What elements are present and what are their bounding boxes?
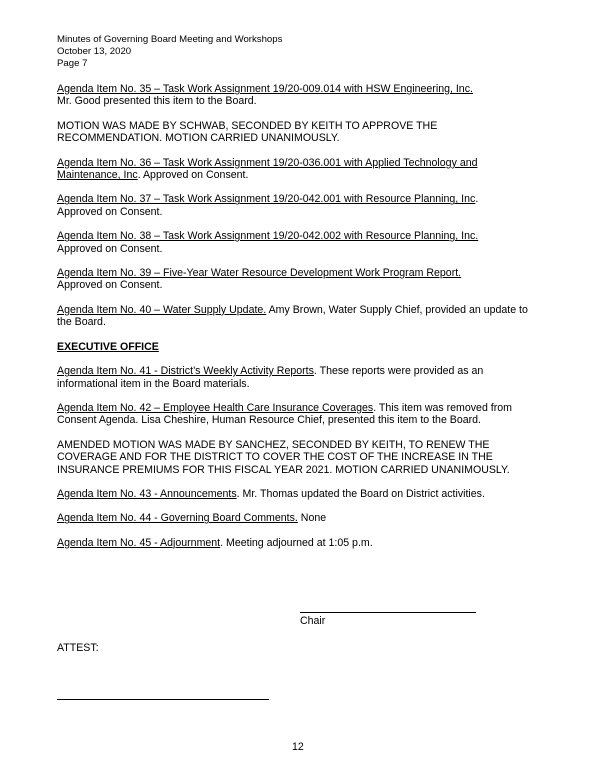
attest-label: ATTEST: — [57, 642, 99, 654]
agenda-item-35 — [57, 83, 537, 108]
agenda-item-41 — [57, 365, 537, 390]
agenda-item-36 — [57, 157, 537, 182]
agenda-item-44-title: Agenda Item No. 44 - Governing Board Comments. — [57, 512, 298, 525]
agenda-item-36-text: . Approved on Consent. — [137, 169, 249, 182]
agenda-item-37-text: Approved on Consent. — [57, 205, 163, 218]
agenda-item-45-title: Agenda Item No. 45 - Adjournment — [57, 536, 221, 549]
agenda-item-45 — [57, 537, 537, 549]
agenda-item-40-title: Agenda Item No. 40 – Water Supply Update. — [57, 303, 267, 316]
agenda-item-40-text: Amy Brown, Water Supply Chief, provided an update to the Board. — [57, 303, 528, 329]
agenda-item-39-text: Approved on Consent. — [57, 279, 163, 292]
agenda-item-35-text: Mr. Good presented this item to the Board. — [57, 95, 257, 108]
attest-signature-line — [57, 699, 269, 700]
section-heading-executive-office: EXECUTIVE OFFICE — [57, 340, 159, 353]
agenda-item-42-title: Agenda Item No. 42 – Employee Health Care Insurance Coverages — [57, 401, 374, 414]
agenda-item-37-period: . — [475, 193, 479, 206]
header-date: October 13, 2020 — [57, 46, 132, 57]
header-page: Page 7 — [57, 58, 88, 69]
agenda-item-44-text: None — [297, 512, 327, 525]
agenda-item-37-title: Agenda Item No. 37 – Task Work Assignment 19/20-042.001 with Resource Planning, Inc — [57, 193, 476, 206]
agenda-item-41-title: Agenda Item No. 41 - District’s Weekly Activity Reports — [57, 365, 314, 378]
agenda-item-37 — [57, 193, 537, 218]
agenda-item-43 — [57, 488, 537, 500]
page-number: 12 — [292, 741, 304, 753]
agenda-item-42-text: . This item was removed from Consent Agenda. Lisa Cheshire, Human Resource Chief, presented this item to the Board. — [57, 401, 512, 427]
agenda-item-39 — [57, 267, 537, 292]
agenda-item-36-title: Agenda Item No. 36 – Task Work Assignment 19/20-036.001 with Applied Technology and Maintenance, Inc — [57, 156, 478, 182]
agenda-item-42 — [57, 402, 537, 427]
agenda-item-43-text: . Mr. Thomas updated the Board on District activities. — [236, 487, 485, 500]
motion-35: MOTION WAS MADE BY SCHWAB, SECONDED BY KEITH TO APPROVE THE RECOMMENDATION. MOTION CARRIED UNANIMOUSLY. — [57, 119, 438, 145]
agenda-item-38 — [57, 230, 537, 255]
agenda-item-39-title: Agenda Item No. 39 – Five-Year Water Resource Development Work Program Report. — [57, 267, 462, 280]
chair-label: Chair — [300, 615, 326, 627]
header-title: Minutes of Governing Board Meeting and Workshops — [57, 34, 283, 45]
agenda-item-43-title: Agenda Item No. 43 - Announcements — [57, 487, 237, 500]
chair-signature-line — [300, 612, 476, 613]
agenda-item-44 — [57, 512, 537, 524]
agenda-item-38-title: Agenda Item No. 38 – Task Work Assignment 19/20-042.002 with Resource Planning, Inc. — [57, 230, 479, 243]
agenda-item-41-text: . These reports were provided as an informational item in the Board materials. — [57, 365, 484, 390]
document-header — [57, 34, 537, 70]
agenda-item-40 — [57, 304, 537, 329]
agenda-item-45-text: . Meeting adjourned at 1:05 p.m. — [220, 536, 373, 549]
agenda-item-38-text: Approved on Consent. — [57, 242, 163, 255]
agenda-item-35-title: Agenda Item No. 35 – Task Work Assignment 19/20-009.014 with HSW Engineering, Inc. — [57, 83, 473, 95]
minutes-page — [57, 34, 537, 549]
motion-42: AMENDED MOTION WAS MADE BY SANCHEZ, SECONDED BY KEITH, TO RENEW THE COVERAGE AND FOR THE DISTRICT TO COVER THE COST OF THE INCREASE IN THE INSURANCE PREMIUMS FOR THIS FISCAL YEAR 2021. MOTION CARRIED UNANIMOUSLY. — [57, 438, 510, 476]
